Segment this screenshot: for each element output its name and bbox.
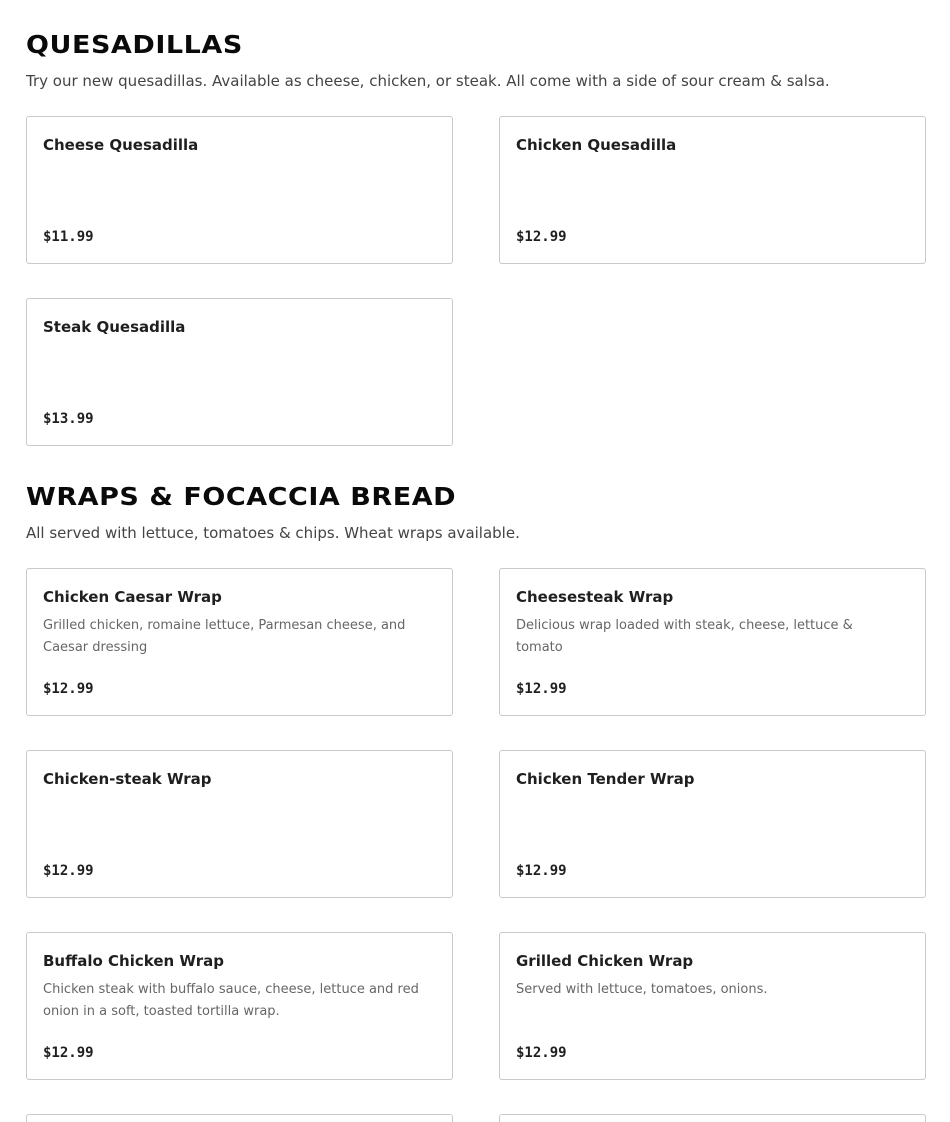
menu-item-price: $12.99	[516, 681, 567, 697]
menu-item-price: $12.99	[43, 681, 94, 697]
menu-item-card[interactable]	[26, 116, 453, 264]
menu-item-card-partial[interactable]	[26, 1114, 453, 1122]
menu-item-card[interactable]	[499, 750, 926, 898]
menu-item-name: Chicken-steak Wrap	[43, 770, 212, 788]
menu-item-price: $13.99	[43, 411, 94, 427]
menu-item-card[interactable]	[499, 568, 926, 716]
section-description: Try our new quesadillas. Available as cheese, chicken, or steak. All come with a side of sour cream & salsa.	[26, 72, 830, 90]
menu-item-description: Served with lettuce, tomatoes, onions.	[516, 982, 768, 997]
menu-item-description: Grilled chicken, romaine lettuce, Parmesan cheese, and Caesar dressing	[43, 618, 406, 655]
menu-item-name: Chicken Quesadilla	[516, 136, 677, 154]
menu-item-name: Cheesesteak Wrap	[516, 588, 674, 606]
menu-item-card[interactable]	[26, 298, 453, 446]
menu-item-name: Cheese Quesadilla	[43, 136, 199, 154]
menu-item-price: $12.99	[43, 1045, 94, 1061]
section-description: All served with lettuce, tomatoes & chips. Wheat wraps available.	[26, 524, 520, 542]
section-title: WRAPS & FOCACCIA BREAD	[26, 482, 457, 511]
section-quesadillas	[26, 30, 928, 91]
section-title: QUESADILLAS	[26, 30, 243, 59]
menu-item-name: Chicken Caesar Wrap	[43, 588, 222, 606]
menu-item-card[interactable]	[26, 568, 453, 716]
menu-item-name: Buffalo Chicken Wrap	[43, 952, 224, 970]
menu-item-description: Chicken steak with buffalo sauce, cheese, lettuce and red onion in a soft, toasted tortilla wrap.	[43, 982, 419, 1019]
menu-item-card[interactable]	[26, 750, 453, 898]
menu-item-card[interactable]	[499, 932, 926, 1080]
menu-item-price: $12.99	[516, 229, 567, 245]
menu-item-price: $11.99	[43, 229, 94, 245]
menu-item-name: Steak Quesadilla	[43, 318, 186, 336]
menu-item-price: $12.99	[43, 863, 94, 879]
menu-item-price: $12.99	[516, 863, 567, 879]
menu-item-description: Delicious wrap loaded with steak, cheese, lettuce & tomato	[516, 618, 853, 655]
menu-item-price: $12.99	[516, 1045, 567, 1061]
menu-item-card[interactable]	[499, 116, 926, 264]
menu-item-name: Chicken Tender Wrap	[516, 770, 695, 788]
menu-item-card[interactable]	[26, 932, 453, 1080]
menu-item-card-partial[interactable]	[499, 1114, 926, 1122]
section-wraps	[26, 482, 928, 543]
menu-item-name: Grilled Chicken Wrap	[516, 952, 694, 970]
